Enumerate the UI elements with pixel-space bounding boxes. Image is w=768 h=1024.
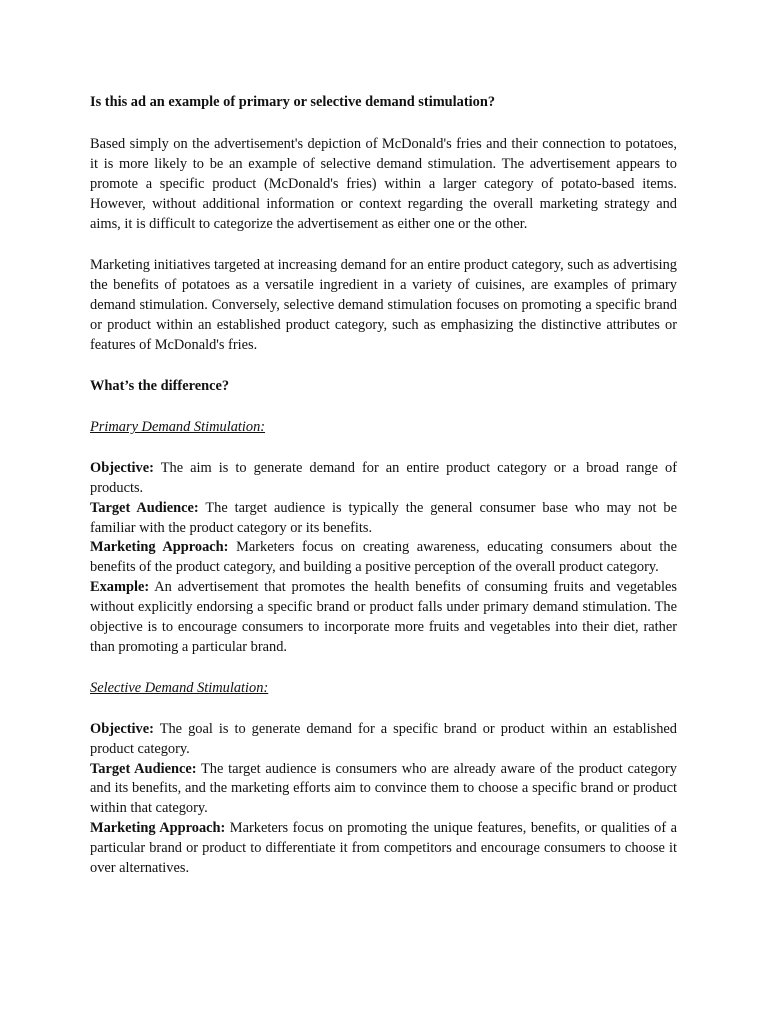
primary-audience-label: Target Audience: [90,499,199,516]
primary-example [90,578,677,658]
primary-audience-text: The target audience is typically the general consumer base who may not be familiar with the product category or its benefits. [90,499,677,536]
selective-approach-label: Marketing Approach: [90,820,226,837]
selective-audience-text: The target audience is consumers who are already aware of the product category and its benefits, and the marketing efforts aim to convince them to choose a specific brand or product within that category. [90,760,677,817]
selective-audience-label: Target Audience: [90,760,197,777]
primary-approach-label: Marketing Approach: [90,539,229,556]
selective-objective-label: Objective: [90,720,154,737]
selective-audience [90,760,677,820]
primary-objective-label: Objective: [90,459,154,476]
question-heading: Is this ad an example of primary or selective demand stimulation? [90,94,496,110]
primary-example-label: Example: [90,579,150,596]
primary-objective-text: The aim is to generate demand for an entire product category or a broad range of products. [90,459,677,496]
document-body [90,93,677,879]
selective-approach [90,819,677,879]
primary-approach-text: Marketers focus on creating awareness, educating consumers about the benefits of the product category, and building a positive perception of the overall product category. [90,539,677,576]
difference-heading: What’s the difference? [90,377,230,394]
selective-objective-text: The goal is to generate demand for a specific brand or product within an established product category. [90,720,677,757]
primary-example-text: An advertisement that promotes the health benefits of consuming fruits and vegetables without explicitly endorsing a specific brand or product falls under primary demand stimulation. The objective is to encourage consumers to incorporate more fruits and vegetables into their diet, rather than promoting a particular brand. [90,579,677,655]
selective-objective [90,720,677,760]
selective-section-title: Selective Demand Stimulation: [90,679,269,696]
primary-approach [90,538,677,578]
answer-paragraph-1: Based simply on the advertisement's depiction of McDonald's fries and their connection to potatoes, it is more likely to be an example of selective demand stimulation. The advertisement appears to promote a specific product (McDonald's fries) within a larger category of potato-based items. However, without additional information or context regarding the overall marketing strategy and aims, it is difficult to categorize the advertisement as either one or the other. [90,135,677,232]
selective-section-heading [90,679,677,699]
primary-audience [90,499,677,539]
selective-approach-text: Marketers focus on promoting the unique features, benefits, or qualities of a particular brand or product to differentiate it from competitors and encourage consumers to choose it over alternatives. [90,820,677,877]
primary-section-title: Primary Demand Stimulation: [90,418,266,435]
answer-paragraph-2: Marketing initiatives targeted at increasing demand for an entire product category, such as advertising the benefits of potatoes as a versatile ingredient in a variety of cuisines, are examples of primary demand stimulation. Conversely, selective demand stimulation focuses on promoting a specific brand or product within an established product category, such as emphasizing the distinctive attributes or features of McDonald's fries. [90,257,677,354]
primary-section-heading [90,418,677,438]
primary-objective [90,459,677,499]
